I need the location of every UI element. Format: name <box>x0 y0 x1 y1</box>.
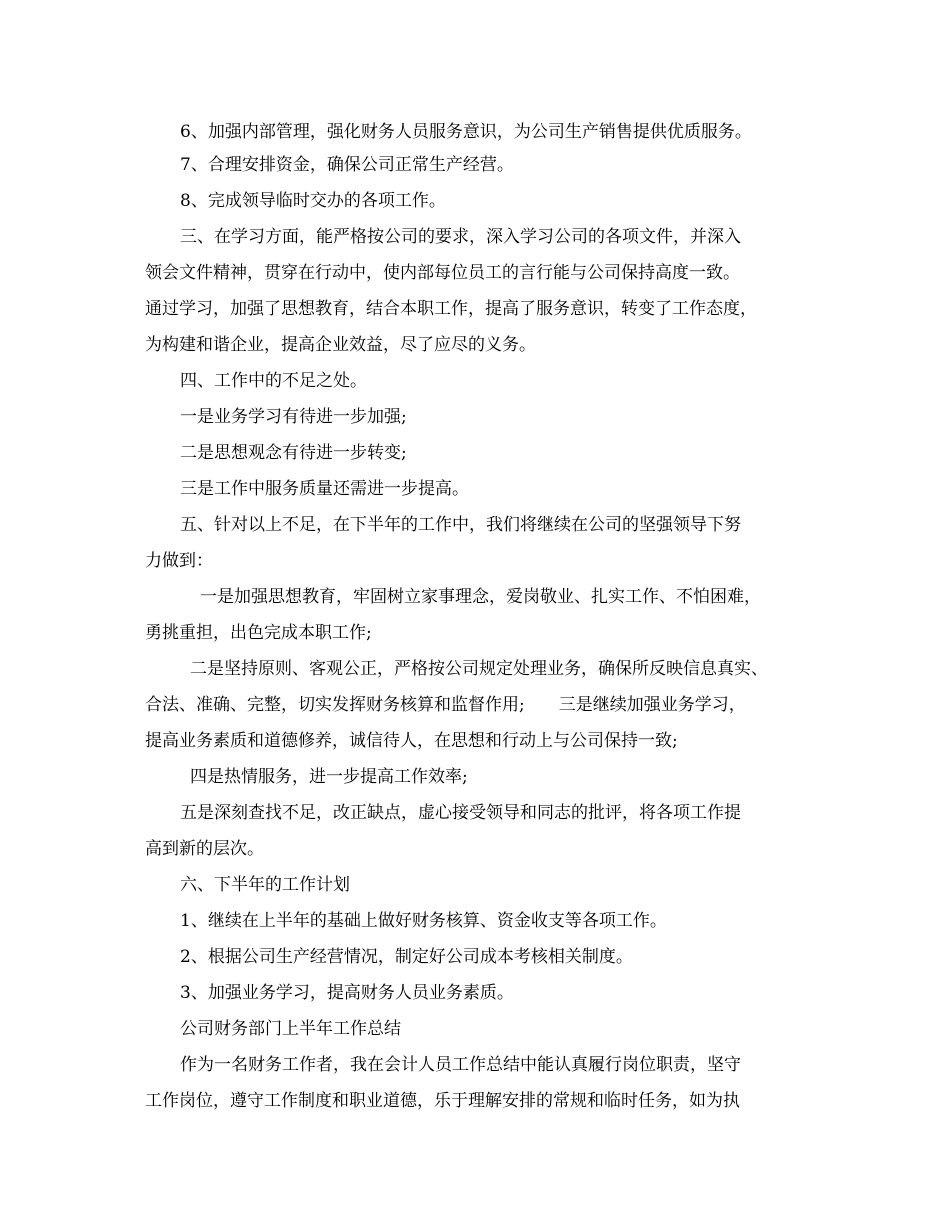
text-line: 三、在学习方面，能严格按公司的要求，深入学习公司的各项文件，并深入 <box>180 227 741 247</box>
text-line: 作为一名财务工作者，我在会计人员工作总结中能认真履行岗位职责，坚守 <box>180 1055 741 1075</box>
text-line: 一是加强思想教育，牢固树立家事理念，爱岗敬业、扎实工作、不怕困难， <box>200 587 761 607</box>
text-line: 三是工作中服务质量还需进一步提高。 <box>180 479 469 499</box>
text-line: 领会文件精神，贯穿在行动中，使内部每位员工的言行能与公司保持高度一致。 <box>145 263 740 283</box>
text-line: 为构建和谐企业，提高企业效益，尽了应尽的义务。 <box>145 335 536 355</box>
text-line: 二是坚持原则、客观公正，严格按公司规定处理业务，确保所反映信息真实、 <box>190 659 768 679</box>
text-line: 7、合理安排资金，确保公司正常生产经营。 <box>180 155 514 175</box>
text-line: 五是深刻查找不足，改正缺点，虚心接受领导和同志的批评，将各项工作提 <box>180 803 741 823</box>
text-line: 四、工作中的不足之处。 <box>180 371 367 391</box>
text-line: 合法、准确、完整，切实发挥财务核算和监督作用; 三是继续加强业务学习， <box>145 695 746 715</box>
text-line: 高到新的层次。 <box>145 839 264 859</box>
text-line: 通过学习，加强了思想教育，结合本职工作，提高了服务意识，转变了工作态度， <box>145 299 757 319</box>
text-line: 四是热情服务，进一步提高工作效率; <box>190 767 468 787</box>
text-line: 二是思想观念有待进一步转变; <box>180 443 407 463</box>
text-line: 五、针对以上不足，在下半年的工作中，我们将继续在公司的坚强领导下努 <box>180 515 741 535</box>
text-line: 力做到： <box>145 551 213 571</box>
text-line: 六、下半年的工作计划 <box>180 875 350 895</box>
text-line: 提高业务素质和道德修养，诚信待人，在思想和行动上与公司保持一致; <box>145 731 678 751</box>
text-line: 勇挑重担，出色完成本职工作; <box>145 623 372 643</box>
text-line: 工作岗位，遵守工作制度和职业道德，乐于理解安排的常规和临时任务，如为执 <box>145 1091 740 1111</box>
text-line: 2、根据公司生产经营情况，制定好公司成本考核相关制度。 <box>180 947 633 967</box>
text-line: 8、完成领导临时交办的各项工作。 <box>180 191 446 211</box>
text-line: 1、继续在上半年的基础上做好财务核算、资金收支等各项工作。 <box>180 911 667 931</box>
text-line: 公司财务部门上半年工作总结 <box>180 1019 401 1039</box>
text-line: 一是业务学习有待进一步加强; <box>180 407 407 427</box>
text-line: 3、加强业务学习，提高财务人员业务素质。 <box>180 983 514 1003</box>
text-line: 6、加强内部管理，强化财务人员服务意识，为公司生产销售提供优质服务。 <box>180 122 752 142</box>
